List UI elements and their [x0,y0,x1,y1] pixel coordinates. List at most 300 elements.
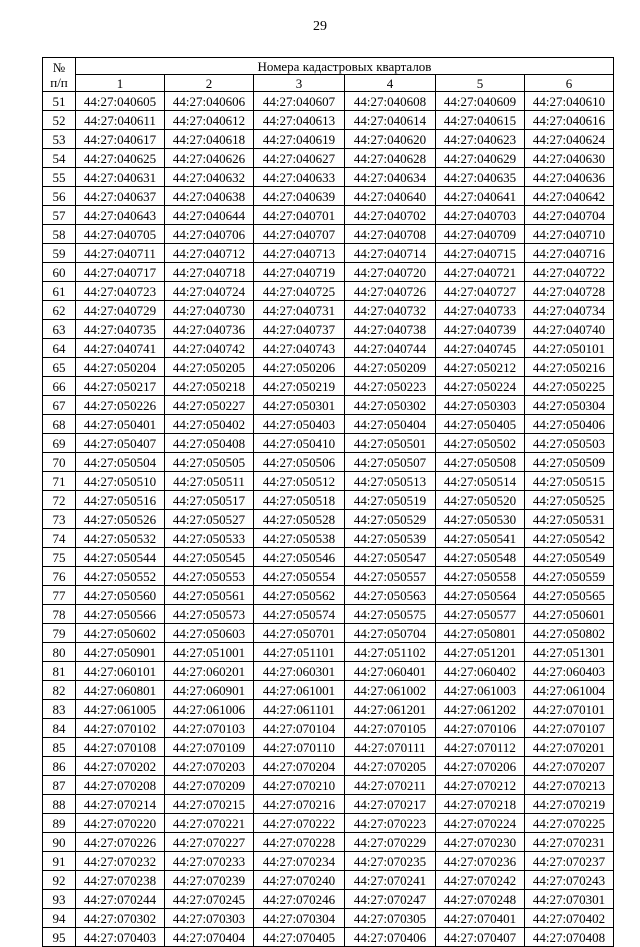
row-number-cell: 63 [43,320,76,339]
cadastral-number-cell: 44:27:050603 [165,624,254,643]
cadastral-number-cell: 44:27:050530 [436,510,525,529]
cadastral-number-cell: 44:27:070243 [525,871,614,890]
column-number: 5 [436,75,525,92]
cadastral-number-cell: 44:27:040623 [436,130,525,149]
row-number-cell: 87 [43,776,76,795]
cadastral-quarters-table [42,57,614,947]
cadastral-number-cell: 44:27:050517 [165,491,254,510]
cadastral-number-cell: 44:27:050563 [345,586,436,605]
cadastral-number-cell: 44:27:040642 [525,187,614,206]
cadastral-number-cell: 44:27:050561 [165,586,254,605]
table-row [43,225,614,244]
cadastral-number-cell: 44:27:070218 [436,795,525,814]
cadastral-number-cell: 44:27:070205 [345,757,436,776]
table-row [43,814,614,833]
cadastral-number-cell: 44:27:050704 [345,624,436,643]
cadastral-number-cell: 44:27:040737 [254,320,345,339]
cadastral-number-cell: 44:27:050518 [254,491,345,510]
cadastral-number-cell: 44:27:040729 [76,301,165,320]
cadastral-number-cell: 44:27:050506 [254,453,345,472]
cadastral-number-cell: 44:27:070236 [436,852,525,871]
row-number-cell: 67 [43,396,76,415]
cadastral-number-cell: 44:27:040610 [525,92,614,111]
cadastral-number-cell: 44:27:050559 [525,567,614,586]
cadastral-number-cell: 44:27:070203 [165,757,254,776]
table-row [43,206,614,225]
table-row [43,719,614,738]
cadastral-number-cell: 44:27:050513 [345,472,436,491]
cadastral-number-cell: 44:27:050528 [254,510,345,529]
cadastral-number-cell: 44:27:070234 [254,852,345,871]
cadastral-number-cell: 44:27:040741 [76,339,165,358]
cadastral-number-cell: 44:27:050206 [254,358,345,377]
table-row [43,377,614,396]
cadastral-number-cell: 44:27:070110 [254,738,345,757]
cadastral-number-cell: 44:27:050547 [345,548,436,567]
table-row [43,282,614,301]
column-number: 4 [345,75,436,92]
cadastral-number-cell: 44:27:040738 [345,320,436,339]
page-number: 29 [313,19,327,34]
cadastral-number-cell: 44:27:050552 [76,567,165,586]
table-row [43,643,614,662]
cadastral-number-cell: 44:27:040631 [76,168,165,187]
cadastral-number-cell: 44:27:050541 [436,529,525,548]
cadastral-number-cell: 44:27:040605 [76,92,165,111]
row-number-cell: 55 [43,168,76,187]
row-number-cell: 59 [43,244,76,263]
cadastral-number-cell: 44:27:040727 [436,282,525,301]
cadastral-number-cell: 44:27:070247 [345,890,436,909]
cadastral-number-cell: 44:27:061202 [436,700,525,719]
row-number-cell: 94 [43,909,76,928]
cadastral-number-cell: 44:27:040739 [436,320,525,339]
cadastral-number-cell: 44:27:070224 [436,814,525,833]
cadastral-number-cell: 44:27:061005 [76,700,165,719]
table-row [43,434,614,453]
row-number-cell: 95 [43,928,76,947]
cadastral-number-cell: 44:27:060301 [254,662,345,681]
row-number-cell: 91 [43,852,76,871]
table-row [43,624,614,643]
cadastral-number-cell: 44:27:050564 [436,586,525,605]
cadastral-number-cell: 44:27:050802 [525,624,614,643]
cadastral-number-cell: 44:27:050549 [525,548,614,567]
cadastral-number-cell: 44:27:060101 [76,662,165,681]
table-row [43,567,614,586]
table-row [43,890,614,909]
table-row [43,681,614,700]
cadastral-number-cell: 44:27:070214 [76,795,165,814]
cadastral-number-cell: 44:27:061004 [525,681,614,700]
cadastral-number-cell: 44:27:050573 [165,605,254,624]
table-body [43,92,614,947]
cadastral-number-cell: 44:27:040742 [165,339,254,358]
column-number: 3 [254,75,345,92]
cadastral-number-cell: 44:27:040643 [76,206,165,225]
cadastral-number-cell: 44:27:040732 [345,301,436,320]
cadastral-number-cell: 44:27:050532 [76,529,165,548]
cadastral-number-cell: 44:27:070240 [254,871,345,890]
cadastral-number-cell: 44:27:070227 [165,833,254,852]
cadastral-number-cell: 44:27:070301 [525,890,614,909]
cadastral-number-cell: 44:27:050403 [254,415,345,434]
row-number-cell: 77 [43,586,76,605]
table-row [43,396,614,415]
cadastral-number-cell: 44:27:040619 [254,130,345,149]
cadastral-number-cell: 44:27:040704 [525,206,614,225]
table-row [43,244,614,263]
cadastral-number-cell: 44:27:070201 [525,738,614,757]
cadastral-number-cell: 44:27:050224 [436,377,525,396]
cadastral-number-cell: 44:27:040637 [76,187,165,206]
cadastral-number-cell: 44:27:050212 [436,358,525,377]
table-row [43,776,614,795]
cadastral-number-cell: 44:27:040702 [345,206,436,225]
cadastral-number-cell: 44:27:070210 [254,776,345,795]
column-number: 6 [525,75,614,92]
row-number-cell: 73 [43,510,76,529]
cadastral-number-cell: 44:27:040703 [436,206,525,225]
cadastral-number-cell: 44:27:040744 [345,339,436,358]
group-header: Номера кадастровых кварталов [76,58,614,75]
cadastral-number-cell: 44:27:040639 [254,187,345,206]
table-row [43,738,614,757]
cadastral-number-cell: 44:27:070238 [76,871,165,890]
cadastral-number-cell: 44:27:070246 [254,890,345,909]
row-number-cell: 92 [43,871,76,890]
cadastral-number-cell: 44:27:040626 [165,149,254,168]
cadastral-number-cell: 44:27:070405 [254,928,345,947]
row-number-cell: 93 [43,890,76,909]
cadastral-number-cell: 44:27:040614 [345,111,436,130]
cadastral-number-cell: 44:27:040730 [165,301,254,320]
cadastral-number-cell: 44:27:040630 [525,149,614,168]
cadastral-number-cell: 44:27:070223 [345,814,436,833]
cadastral-number-cell: 44:27:051101 [254,643,345,662]
cadastral-number-cell: 44:27:050801 [436,624,525,643]
cadastral-number-cell: 44:27:040705 [76,225,165,244]
row-number-cell: 82 [43,681,76,700]
cadastral-number-cell: 44:27:070206 [436,757,525,776]
cadastral-number-cell: 44:27:060402 [436,662,525,681]
row-number-cell: 90 [43,833,76,852]
cadastral-number-cell: 44:27:061003 [436,681,525,700]
cadastral-number-cell: 44:27:061101 [254,700,345,719]
row-number-cell: 61 [43,282,76,301]
cadastral-number-cell: 44:27:050301 [254,396,345,415]
row-number-cell: 60 [43,263,76,282]
cadastral-number-cell: 44:27:050216 [525,358,614,377]
row-number-cell: 51 [43,92,76,111]
cadastral-number-cell: 44:27:051301 [525,643,614,662]
cadastral-number-cell: 44:27:061001 [254,681,345,700]
cadastral-number-cell: 44:27:070106 [436,719,525,738]
table-row [43,586,614,605]
cadastral-number-cell: 44:27:040620 [345,130,436,149]
cadastral-number-cell: 44:27:040721 [436,263,525,282]
row-number-cell: 89 [43,814,76,833]
cadastral-number-cell: 44:27:040745 [436,339,525,358]
cadastral-number-cell: 44:27:070239 [165,871,254,890]
row-number-cell: 53 [43,130,76,149]
table-row [43,415,614,434]
cadastral-number-cell: 44:27:060401 [345,662,436,681]
table-row [43,339,614,358]
cadastral-number-cell: 44:27:050525 [525,491,614,510]
cadastral-number-cell: 44:27:050401 [76,415,165,434]
table-row [43,92,614,111]
row-number-cell: 83 [43,700,76,719]
table-row [43,529,614,548]
row-number-cell: 74 [43,529,76,548]
cadastral-number-cell: 44:27:040728 [525,282,614,301]
cadastral-number-cell: 44:27:070221 [165,814,254,833]
cadastral-number-cell: 44:27:050505 [165,453,254,472]
cadastral-number-cell: 44:27:050538 [254,529,345,548]
cadastral-number-cell: 44:27:070305 [345,909,436,928]
ordinal-abbrev: п/п [50,74,68,90]
cadastral-number-cell: 44:27:050227 [165,396,254,415]
row-number-cell: 84 [43,719,76,738]
cadastral-number-cell: 44:27:070401 [436,909,525,928]
cadastral-number-cell: 44:27:050406 [525,415,614,434]
cadastral-number-cell: 44:27:070107 [525,719,614,738]
row-number-header [43,58,76,92]
cadastral-number-cell: 44:27:040616 [525,111,614,130]
table-row [43,111,614,130]
table-row [43,472,614,491]
cadastral-number-cell: 44:27:040734 [525,301,614,320]
cadastral-number-cell: 44:27:040608 [345,92,436,111]
cadastral-number-cell: 44:27:050101 [525,339,614,358]
row-number-cell: 80 [43,643,76,662]
row-number-cell: 57 [43,206,76,225]
cadastral-number-cell: 44:27:070105 [345,719,436,738]
cadastral-number-cell: 44:27:050577 [436,605,525,624]
table-row [43,795,614,814]
cadastral-number-cell: 44:27:050701 [254,624,345,643]
cadastral-number-cell: 44:27:051001 [165,643,254,662]
cadastral-number-cell: 44:27:070215 [165,795,254,814]
cadastral-number-cell: 44:27:070102 [76,719,165,738]
cadastral-number-cell: 44:27:070220 [76,814,165,833]
cadastral-number-cell: 44:27:070245 [165,890,254,909]
row-number-cell: 76 [43,567,76,586]
cadastral-number-cell: 44:27:070304 [254,909,345,928]
cadastral-number-cell: 44:27:070212 [436,776,525,795]
cadastral-number-cell: 44:27:040716 [525,244,614,263]
cadastral-number-cell: 44:27:070108 [76,738,165,757]
cadastral-number-cell: 44:27:050225 [525,377,614,396]
cadastral-number-cell: 44:27:040714 [345,244,436,263]
row-number-cell: 64 [43,339,76,358]
cadastral-number-cell: 44:27:050575 [345,605,436,624]
cadastral-number-cell: 44:27:040613 [254,111,345,130]
cadastral-number-cell: 44:27:050407 [76,434,165,453]
cadastral-number-cell: 44:27:040711 [76,244,165,263]
cadastral-number-cell: 44:27:040629 [436,149,525,168]
cadastral-number-cell: 44:27:061201 [345,700,436,719]
table-row [43,757,614,776]
column-number: 2 [165,75,254,92]
cadastral-number-cell: 44:27:070216 [254,795,345,814]
cadastral-number-cell: 44:27:070226 [76,833,165,852]
cadastral-number-cell: 44:27:040644 [165,206,254,225]
table-row [43,263,614,282]
cadastral-number-cell: 44:27:070231 [525,833,614,852]
cadastral-number-cell: 44:27:050408 [165,434,254,453]
cadastral-number-cell: 44:27:070403 [76,928,165,947]
cadastral-number-cell: 44:27:070103 [165,719,254,738]
cadastral-number-cell: 44:27:050529 [345,510,436,529]
cadastral-number-cell: 44:27:070232 [76,852,165,871]
cadastral-number-cell: 44:27:050545 [165,548,254,567]
cadastral-number-cell: 44:27:070229 [345,833,436,852]
cadastral-number-cell: 44:27:070302 [76,909,165,928]
cadastral-number-cell: 44:27:050209 [345,358,436,377]
cadastral-number-cell: 44:27:050509 [525,453,614,472]
cadastral-number-cell: 44:27:050223 [345,377,436,396]
cadastral-number-cell: 44:27:070207 [525,757,614,776]
row-number-cell: 65 [43,358,76,377]
cadastral-number-cell: 44:27:061006 [165,700,254,719]
cadastral-number-cell: 44:27:050526 [76,510,165,529]
cadastral-number-cell: 44:27:050533 [165,529,254,548]
cadastral-number-cell: 44:27:050508 [436,453,525,472]
row-number-cell: 72 [43,491,76,510]
cadastral-number-cell: 44:27:040731 [254,301,345,320]
row-number-cell: 75 [43,548,76,567]
cadastral-number-cell: 44:27:050503 [525,434,614,453]
cadastral-number-cell: 44:27:040710 [525,225,614,244]
table-row [43,149,614,168]
cadastral-number-cell: 44:27:070244 [76,890,165,909]
cadastral-number-cell: 44:27:070228 [254,833,345,852]
row-number-cell: 70 [43,453,76,472]
table-row [43,187,614,206]
cadastral-number-cell: 44:27:040627 [254,149,345,168]
cadastral-number-cell: 44:27:070213 [525,776,614,795]
cadastral-number-cell: 44:27:051102 [345,643,436,662]
cadastral-number-cell: 44:27:050565 [525,586,614,605]
cadastral-number-cell: 44:27:050531 [525,510,614,529]
cadastral-number-cell: 44:27:070303 [165,909,254,928]
cadastral-number-cell: 44:27:070404 [165,928,254,947]
cadastral-number-cell: 44:27:040628 [345,149,436,168]
cadastral-number-cell: 44:27:050302 [345,396,436,415]
cadastral-number-cell: 44:27:050520 [436,491,525,510]
cadastral-number-cell: 44:27:070233 [165,852,254,871]
cadastral-number-cell: 44:27:070241 [345,871,436,890]
cadastral-number-cell: 44:27:050544 [76,548,165,567]
cadastral-number-cell: 44:27:040724 [165,282,254,301]
row-number-cell: 79 [43,624,76,643]
table-row [43,548,614,567]
cadastral-number-cell: 44:27:050901 [76,643,165,662]
cadastral-number-cell: 44:27:040723 [76,282,165,301]
cadastral-number-cell: 44:27:070222 [254,814,345,833]
cadastral-number-cell: 44:27:040624 [525,130,614,149]
cadastral-number-cell: 44:27:040634 [345,168,436,187]
cadastral-number-cell: 44:27:040717 [76,263,165,282]
cadastral-number-cell: 44:27:040632 [165,168,254,187]
table-row [43,130,614,149]
cadastral-number-cell: 44:27:070217 [345,795,436,814]
cadastral-number-cell: 44:27:040722 [525,263,614,282]
cadastral-number-cell: 44:27:070219 [525,795,614,814]
cadastral-number-cell: 44:27:050303 [436,396,525,415]
cadastral-number-cell: 44:27:040625 [76,149,165,168]
cadastral-number-cell: 44:27:070104 [254,719,345,738]
table-row [43,833,614,852]
table-row [43,510,614,529]
cadastral-number-cell: 44:27:050553 [165,567,254,586]
row-number-cell: 52 [43,111,76,130]
cadastral-number-cell: 44:27:050217 [76,377,165,396]
table-row [43,491,614,510]
cadastral-number-cell: 44:27:040618 [165,130,254,149]
cadastral-number-cell: 44:27:050404 [345,415,436,434]
cadastral-number-cell: 44:27:040709 [436,225,525,244]
row-number-cell: 58 [43,225,76,244]
cadastral-number-cell: 44:27:070208 [76,776,165,795]
cadastral-number-cell: 44:27:050410 [254,434,345,453]
column-number: 1 [76,75,165,92]
table-row [43,909,614,928]
table-row [43,852,614,871]
cadastral-number-cell: 44:27:070242 [436,871,525,890]
cadastral-number-cell: 44:27:050558 [436,567,525,586]
row-number-cell: 88 [43,795,76,814]
table-row [43,320,614,339]
cadastral-number-cell: 44:27:050515 [525,472,614,491]
cadastral-number-cell: 44:27:070111 [345,738,436,757]
cadastral-number-cell: 44:27:050516 [76,491,165,510]
cadastral-number-cell: 44:27:050548 [436,548,525,567]
cadastral-number-cell: 44:27:050560 [76,586,165,605]
cadastral-number-cell: 44:27:070248 [436,890,525,909]
cadastral-number-cell: 44:27:040733 [436,301,525,320]
cadastral-number-cell: 44:27:040612 [165,111,254,130]
cadastral-number-cell: 44:27:050226 [76,396,165,415]
cadastral-number-cell: 44:27:050557 [345,567,436,586]
cadastral-number-cell: 44:27:050542 [525,529,614,548]
cadastral-number-cell: 44:27:070235 [345,852,436,871]
row-number-cell: 71 [43,472,76,491]
cadastral-number-cell: 44:27:070211 [345,776,436,795]
cadastral-number-cell: 44:27:040708 [345,225,436,244]
cadastral-number-cell: 44:27:040607 [254,92,345,111]
cadastral-number-cell: 44:27:050204 [76,358,165,377]
cadastral-number-cell: 44:27:061002 [345,681,436,700]
table-row [43,301,614,320]
cadastral-number-cell: 44:27:050205 [165,358,254,377]
cadastral-number-cell: 44:27:040740 [525,320,614,339]
cadastral-number-cell: 44:27:040641 [436,187,525,206]
cadastral-number-cell: 44:27:040706 [165,225,254,244]
cadastral-number-cell: 44:27:070408 [525,928,614,947]
cadastral-number-cell: 44:27:040635 [436,168,525,187]
cadastral-number-cell: 44:27:070101 [525,700,614,719]
row-number-cell: 68 [43,415,76,434]
cadastral-number-cell: 44:27:050501 [345,434,436,453]
cadastral-number-cell: 44:27:040743 [254,339,345,358]
cadastral-number-cell: 44:27:060901 [165,681,254,700]
cadastral-number-cell: 44:27:050507 [345,453,436,472]
cadastral-number-cell: 44:27:050510 [76,472,165,491]
cadastral-number-cell: 44:27:070406 [345,928,436,947]
